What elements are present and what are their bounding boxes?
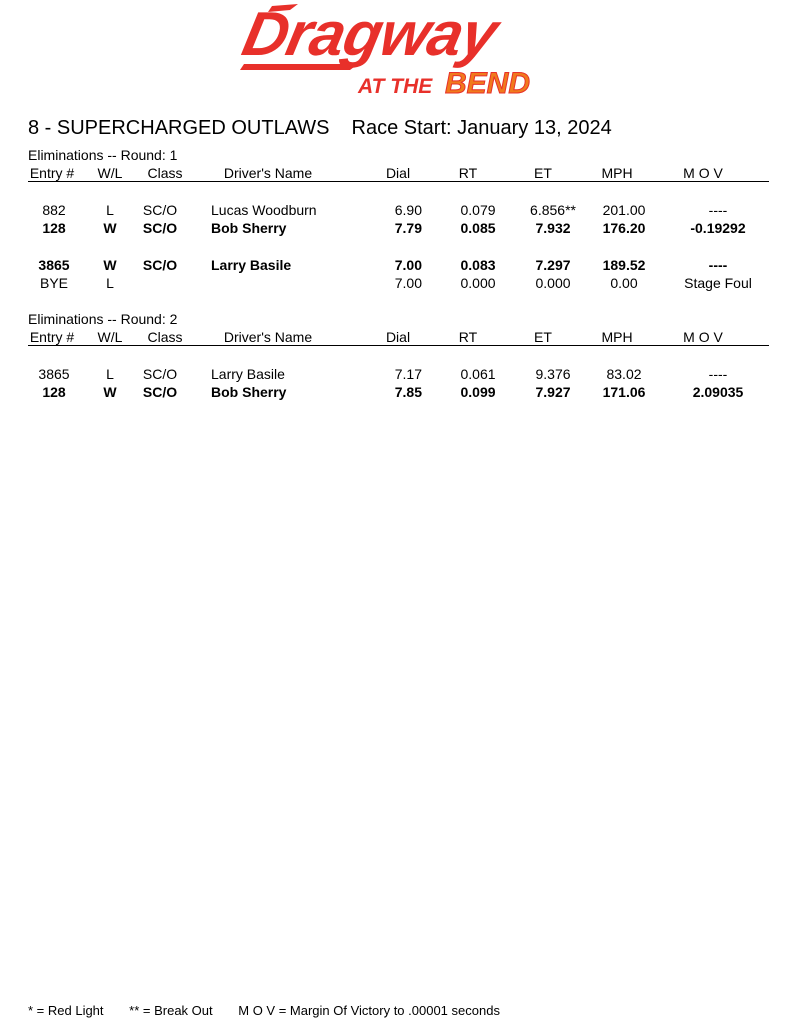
dragway-logo (238, 0, 548, 110)
column-header: Driver's Name (223, 165, 313, 181)
cell-mph: 0.00 (610, 275, 638, 291)
column-header: MPH (601, 165, 633, 181)
column-header: RT (458, 165, 478, 181)
cell-class: SC/O (142, 384, 178, 400)
column-header: Dial (385, 165, 411, 181)
column-header: Driver's Name (223, 329, 313, 345)
cell-rt: 0.061 (460, 366, 496, 382)
column-header: RT (458, 329, 478, 345)
cell-rt: 0.085 (460, 220, 496, 236)
cell-rt: 0.000 (460, 275, 496, 291)
legend-footer (28, 1003, 522, 1018)
cell-mov: ---- (708, 257, 728, 273)
column-header: M O V (683, 165, 723, 181)
header-rule (28, 181, 769, 182)
column-header: ET (534, 329, 552, 345)
cell-driver: Lucas Woodburn (211, 202, 317, 218)
table-row (0, 201, 797, 219)
cell-dial: 7.85 (394, 384, 422, 400)
cell-entry: 128 (42, 220, 66, 236)
legend-mov: M O V = Margin Of Victory to .00001 seconds (238, 1003, 500, 1018)
cell-rt: 0.083 (460, 257, 496, 273)
cell-mov: -0.19292 (690, 220, 746, 236)
cell-dial: 7.79 (394, 220, 422, 236)
column-header: Class (147, 165, 183, 181)
table-row (0, 256, 797, 274)
cell-entry: 882 (42, 202, 66, 218)
cell-et: 7.297 (535, 257, 571, 273)
logo-sub-text: AT THE (358, 75, 433, 98)
event-name: 8 - SUPERCHARGED OUTLAWS (28, 117, 330, 139)
cell-wl: L (106, 366, 114, 382)
column-header: Dial (385, 329, 411, 345)
cell-wl: L (106, 275, 114, 291)
cell-driver: Bob Sherry (211, 220, 287, 236)
logo-bend-text: BEND (445, 67, 531, 100)
cell-dial: 7.17 (394, 366, 422, 382)
cell-et: 6.856** (530, 202, 576, 218)
cell-et: 7.927 (535, 384, 571, 400)
table-row (0, 383, 797, 401)
cell-et: 0.000 (535, 275, 571, 291)
cell-entry: 128 (42, 384, 66, 400)
cell-mov: Stage Foul (684, 275, 752, 291)
table-row (0, 219, 797, 237)
cell-wl: W (103, 257, 117, 273)
cell-dial: 7.00 (394, 257, 422, 273)
race-start: Race Start: January 13, 2024 (351, 117, 612, 139)
cell-et: 7.932 (535, 220, 571, 236)
column-header: W/L (97, 329, 123, 345)
column-header: ET (534, 165, 552, 181)
cell-mov: ---- (708, 366, 728, 382)
cell-class: SC/O (142, 257, 178, 273)
page-title (28, 117, 612, 140)
round-label: Eliminations -- Round: 1 (28, 147, 178, 163)
cell-et: 9.376 (535, 366, 571, 382)
cell-class: SC/O (142, 220, 178, 236)
legend-red-light: * = Red Light (28, 1003, 104, 1018)
column-header: M O V (683, 329, 723, 345)
cell-driver: Larry Basile (211, 257, 292, 273)
table-row (0, 274, 797, 292)
cell-mph: 201.00 (602, 202, 646, 218)
round-label: Eliminations -- Round: 2 (28, 311, 178, 327)
logo-main-text: Dragway (236, 0, 503, 69)
cell-rt: 0.099 (460, 384, 496, 400)
cell-mov: 2.09035 (692, 384, 744, 400)
column-header: Entry # (29, 165, 75, 181)
cell-class: SC/O (142, 366, 178, 382)
column-header: Entry # (29, 329, 75, 345)
cell-mov: ---- (708, 202, 728, 218)
cell-class: SC/O (142, 202, 178, 218)
table-row (0, 365, 797, 383)
legend-break-out: ** = Break Out (129, 1003, 213, 1018)
cell-dial: 7.00 (394, 275, 422, 291)
column-header: W/L (97, 165, 123, 181)
cell-entry: 3865 (38, 366, 70, 382)
cell-wl: L (106, 202, 114, 218)
cell-wl: W (103, 384, 117, 400)
cell-driver: Larry Basile (211, 366, 285, 382)
cell-entry: 3865 (38, 257, 70, 273)
column-header: Class (147, 329, 183, 345)
cell-mph: 189.52 (602, 257, 646, 273)
cell-wl: W (103, 220, 117, 236)
cell-entry: BYE (39, 275, 69, 291)
column-header: MPH (601, 329, 633, 345)
column-header-row (0, 328, 797, 346)
cell-driver: Bob Sherry (211, 384, 287, 400)
cell-dial: 6.90 (394, 202, 422, 218)
column-header-row (0, 164, 797, 182)
cell-mph: 176.20 (602, 220, 646, 236)
cell-mph: 83.02 (606, 366, 642, 382)
cell-rt: 0.079 (460, 202, 496, 218)
cell-mph: 171.06 (602, 384, 646, 400)
header-rule (28, 345, 769, 346)
